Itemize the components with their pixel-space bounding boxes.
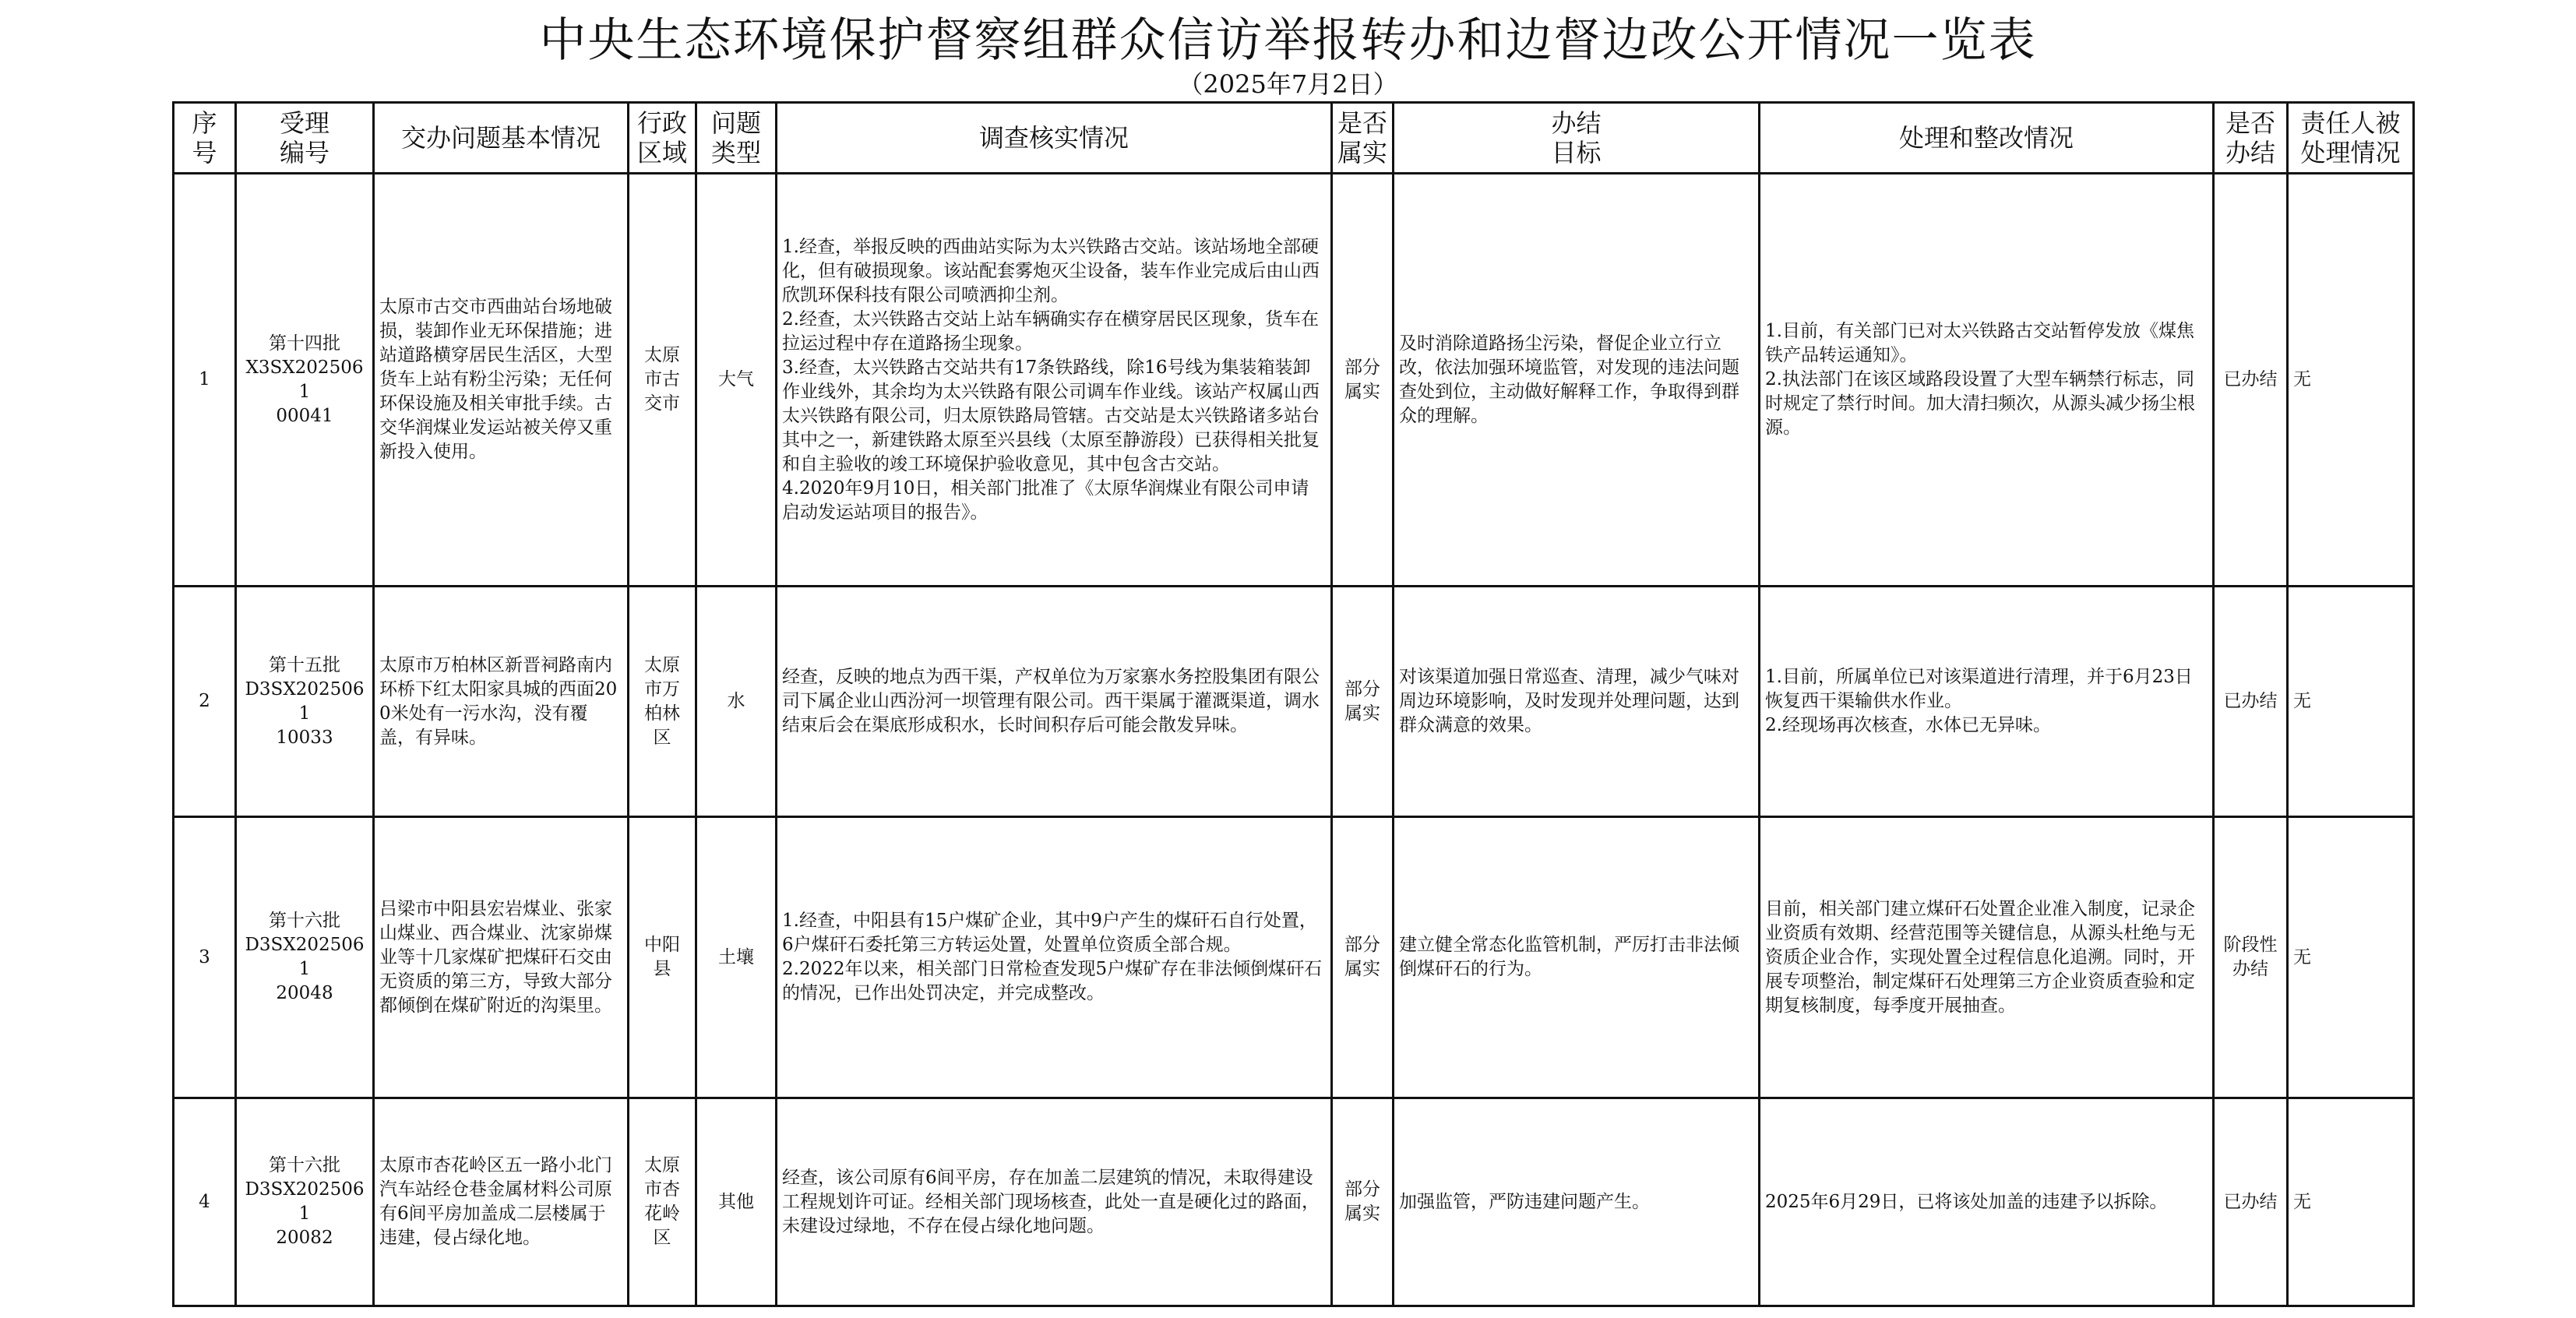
cell-type: 其他 [696, 1098, 777, 1306]
cell-goal: 对该渠道加强日常巡查、清理，减少气味对周边环境影响，及时发现并处理问题，达到群众满意的效果。 [1394, 587, 1760, 817]
header-issue: 交办问题基本情况 [374, 103, 629, 174]
header-code: 受理 编号 [236, 103, 374, 174]
table-row [174, 587, 2414, 817]
cell-handling: 1.目前，所属单位已对该渠道进行清理，并于6月23日恢复西干渠输供水作业。 2.经现场再次核查，水体已无异味。 [1760, 587, 2214, 817]
cell-region: 太原 市杏 花岭 区 [629, 1098, 696, 1306]
cell-goal: 及时消除道路扬尘污染，督促企业立行立改，依法加强环境监管，对发现的违法问题查处到位，主动做好解释工作，争取得到群众的理解。 [1394, 174, 1760, 587]
cell-no: 1 [174, 174, 236, 587]
cell-investigation: 1.经查，举报反映的西曲站实际为太兴铁路古交站。该站场地全部硬化，但有破损现象。该站配套雾炮灭尘设备，装车作业完成后由山西欣凯环保科技有限公司喷洒抑尘剂。 2.经查，太兴铁路古交站上站车辆确实存在横穿居民区现象，货车在拉运过程中存在道路扬尘现象。 3.经查，太兴铁路古交站共有17条铁路线，除16号线为集装箱装卸作业线外，其余均为太兴铁路有限公司调车作业线。该站产权属山西太兴铁路有限公司，归太原铁路局管辖。古交站是太兴铁路诸多站台其中之一，新建铁路太原至兴县线（太原至静游段）已获得相关批复和自主验收的竣工环境保护验收意见，其中包含古交站。 4.2020年9月10日，相关部门批准了《太原华润煤业有限公司申请启动发运站项目的报告》。 [777, 174, 1332, 587]
cell-no: 2 [174, 587, 236, 817]
cell-code: 第十六批 D3SX2025061 20048 [236, 817, 374, 1098]
table-row [174, 1098, 2414, 1306]
cell-issue: 吕梁市中阳县宏岩煤业、张家山煤业、西合煤业、沈家峁煤业等十几家煤矿把煤矸石交由无资质的第三方，导致大部分都倾倒在煤矿附近的沟渠里。 [374, 817, 629, 1098]
cell-goal: 加强监管，严防违建问题产生。 [1394, 1098, 1760, 1306]
page-title: 中央生态环境保护督察组群众信访举报转办和边督边改公开情况一览表 [539, 13, 2037, 68]
header-punish: 责任人被 处理情况 [2288, 103, 2414, 174]
cell-punish: 无 [2288, 1098, 2414, 1306]
cell-code: 第十四批 X3SX2025061 00041 [236, 174, 374, 587]
cell-code: 第十五批 D3SX2025061 10033 [236, 587, 374, 817]
cell-no: 3 [174, 817, 236, 1098]
header-type: 问题 类型 [696, 103, 777, 174]
cell-issue: 太原市杏花岭区五一路小北门汽车站经仓巷金属材料公司原有6间平房加盖成二层楼属于违建，侵占绿化地。 [374, 1098, 629, 1306]
cell-handling: 2025年6月29日，已将该处加盖的违建予以拆除。 [1760, 1098, 2214, 1306]
cell-true: 部分 属实 [1332, 1098, 1394, 1306]
cell-handling: 目前，相关部门建立煤矸石处置企业准入制度，记录企业资质有效期、经营范围等关键信息，从源头杜绝与无资质企业合作，实现处置全过程信息化追溯。同时，开展专项整治，制定煤矸石处理第三方企业资质查验和定期复核制度，每季度开展抽查。 [1760, 817, 2214, 1098]
cell-punish: 无 [2288, 587, 2414, 817]
cell-punish: 无 [2288, 174, 2414, 587]
cell-region: 中阳 县 [629, 817, 696, 1098]
cell-no: 4 [174, 1098, 236, 1306]
cell-region: 太原 市万 柏林 区 [629, 587, 696, 817]
cell-goal: 建立健全常态化监管机制，严厉打击非法倾倒煤矸石的行为。 [1394, 817, 1760, 1098]
cell-true: 部分 属实 [1332, 587, 1394, 817]
cell-true: 部分 属实 [1332, 174, 1394, 587]
table-row [174, 174, 2414, 587]
table-header-row [174, 103, 2414, 174]
header-goal: 办结 目标 [1394, 103, 1760, 174]
cell-done: 阶段性 办结 [2214, 817, 2288, 1098]
table-row [174, 817, 2414, 1098]
cell-investigation: 经查，反映的地点为西干渠，产权单位为万家寨水务控股集团有限公司下属企业山西汾河一坝管理有限公司。西干渠属于灌溉渠道，调水结束后会在渠底形成积水，长时间积存后可能会散发异味。 [777, 587, 1332, 817]
cell-investigation: 1.经查，中阳县有15户煤矿企业，其中9户产生的煤矸石自行处置，6户煤矸石委托第三方转运处置，处置单位资质全部合规。 2.2022年以来，相关部门日常检查发现5户煤矿存在非法倾倒煤矸石的情况，已作出处罚决定，并完成整改。 [777, 817, 1332, 1098]
header-true: 是否 属实 [1332, 103, 1394, 174]
cell-region: 太原 市古 交市 [629, 174, 696, 587]
cell-done: 已办结 [2214, 1098, 2288, 1306]
cell-done: 已办结 [2214, 587, 2288, 817]
cell-investigation: 经查，该公司原有6间平房，存在加盖二层建筑的情况，未取得建设工程规划许可证。经相关部门现场核查，此处一直是硬化过的路面，未建设过绿地，不存在侵占绿化地问题。 [777, 1098, 1332, 1306]
petition-table [172, 101, 2415, 1307]
cell-issue: 太原市万柏林区新晋祠路南内环桥下红太阳家具城的西面200米处有一污水沟，没有覆盖，有异味。 [374, 587, 629, 817]
header-investigation: 调查核实情况 [777, 103, 1332, 174]
cell-code: 第十六批 D3SX2025061 20082 [236, 1098, 374, 1306]
report-date: （2025年7月2日） [1178, 69, 1398, 99]
header-done: 是否 办结 [2214, 103, 2288, 174]
cell-handling: 1.目前，有关部门已对太兴铁路古交站暂停发放《煤焦铁产品转运通知》。 2.执法部门在该区域路段设置了大型车辆禁行标志，同时规定了禁行时间。加大清扫频次，从源头减少扬尘根源。 [1760, 174, 2214, 587]
cell-true: 部分 属实 [1332, 817, 1394, 1098]
cell-type: 水 [696, 587, 777, 817]
cell-type: 大气 [696, 174, 777, 587]
header-no: 序 号 [174, 103, 236, 174]
cell-issue: 太原市古交市西曲站台场地破损，装卸作业无环保措施；进站道路横穿居民生活区，大型货车上站有粉尘污染；无任何环保设施及相关审批手续。古交华润煤业发运站被关停又重新投入使用。 [374, 174, 629, 587]
cell-punish: 无 [2288, 817, 2414, 1098]
cell-done: 已办结 [2214, 174, 2288, 587]
cell-type: 土壤 [696, 817, 777, 1098]
header-region: 行政 区域 [629, 103, 696, 174]
header-handling: 处理和整改情况 [1760, 103, 2214, 174]
